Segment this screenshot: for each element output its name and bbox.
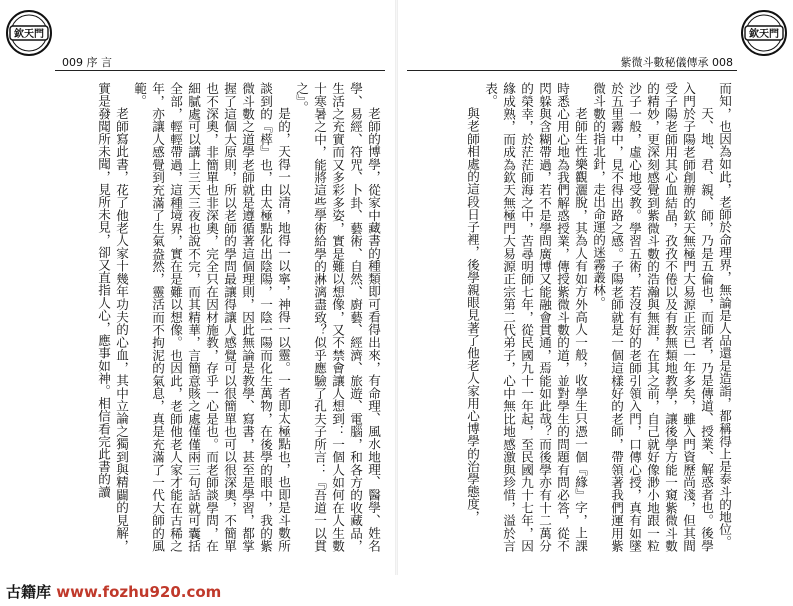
left-page: [0, 0, 396, 575]
logo-text: 欽天門: [14, 29, 44, 40]
logo-emblem-icon: [739, 8, 789, 58]
paragraph: 老師寫此書，花了他老人家十幾年功夫的心血，其中立論之獨到與精闢的見解，實是發聞所未聞，見所未見，卻又直指人心，應事如神。相信看完此書的讀: [96, 82, 129, 552]
logo: [739, 8, 789, 58]
logo: [4, 8, 54, 58]
paragraph: 老師生性樂觀灑脫，其為人有如方外高人一般，收學生只憑一個『緣』字，上課時悉心用心地為我們解惑授業，傳授紫微斗數的道，並對學生的問題有問必答，從不閃躲與含糊帶過，若不是學問廣博又能融會貫通，焉能如此哉？而後學亦有十二萬分的榮幸，於茫茫師海之中，苦尋明師七年，從民國九十一年起，至民國九十七年，因緣成熟，而成為欽天無極門大易源正宗第二代弟子，心中無比地感激與珍惜，溢於言表。: [483, 82, 588, 552]
logo-text: 欽天門: [749, 29, 779, 40]
logo-emblem-icon: [4, 8, 54, 58]
paragraph: 是的，天得一以清，地得一以寧，神得一以靈。一者即太極點也，也即是斗數所談到的『㯜』也，由太極點化出陰陽，一陰一陽而化生萬物，在後學的眼中，我的紫微斗數之道學老師就是遵循著這個理則，因此無論是教學、寫書，甚至是學習，都掌握了這個大原則，所以老師的學問最讓得讓人感覺可以很簡單也可以很深奧，不簡單也不深奧，非簡單也非深奧，完全只在因材施教，存乎一心是也。而老師談學問，在細膩處可以講上三天三夜也說不完，而其精華，言簡意賅之處僅僅兩三句話就可囊括全部，輕輕帶過，這種境界，實在是難以想像。也因此，老師他老人家才能在古稀之年，亦讓人感覺到充滿了生氣盎然，靈活而不拘泥的氣息，真是充滿了一代大師的風範。: [132, 82, 291, 552]
watermark-url[interactable]: www.fozhu920.com: [56, 583, 222, 601]
page-header-left: 009 序 言: [62, 56, 112, 69]
page-header-right: 紫微斗數秘儀傳承 008: [620, 56, 733, 69]
left-page-text: [12, 82, 382, 552]
watermark-footer: [0, 575, 793, 606]
paragraph: 而知，也因為如此，老師於命理界，無論是人品還是造詣，都稱得上是泰斗的地位。: [717, 82, 732, 549]
right-page: [397, 0, 793, 575]
watermark-brand: 古籍库: [6, 583, 52, 601]
header-rule: [55, 70, 385, 71]
paragraph: 與老師相處的這段日子裡，後學親眼見著了他老人家用心博學的治學態度，: [465, 107, 480, 523]
paragraph: 老師的博學，從家中藏書的種類即可看得出來，有命理、風水地理、醫學、姓名學、易經、符咒、卜卦、藝術、自然、廚藝、經濟、旅遊、電腦，和各方的收藏品，生活之充實而又多彩多姿，實是難以想像，又不禁會讓人想到：一個人如何在人生數十寒暑之中，能將這些學術給學的淋漓盡致？似乎應驗了孔夫子所言：『吾道一以貫之』。: [294, 82, 381, 552]
watermark: [6, 581, 221, 602]
right-page-text: [407, 82, 733, 552]
header-rule: [407, 70, 737, 71]
paragraph: 天、地、君、親、師，乃是五倫也，而師者，乃是傳道、授業、解惑者也。後學入門於子陽老師創辦的欽天無極門大易源正宗已一年多矣，雖入門資歷尚淺，但其間受子陽老師用其心血結晶，孜孜不倦以及有教無類地教學，讓後學方能一窺紫微斗數的精妙，更深刻感覺到紫微斗數的浩瀚與無涯，在其之前，自己就好像渺小地跟一粒沙子一般，虛心地受教。學習五術，若沒有好的老師引領入門，口傳心授，真有如墜於五里霧中，見不得出路之感。子陽老師就是一個這樣好的老師，帶領著我們運用紫微斗數的指北針，走出命運的迷霧叢林。: [591, 82, 714, 552]
